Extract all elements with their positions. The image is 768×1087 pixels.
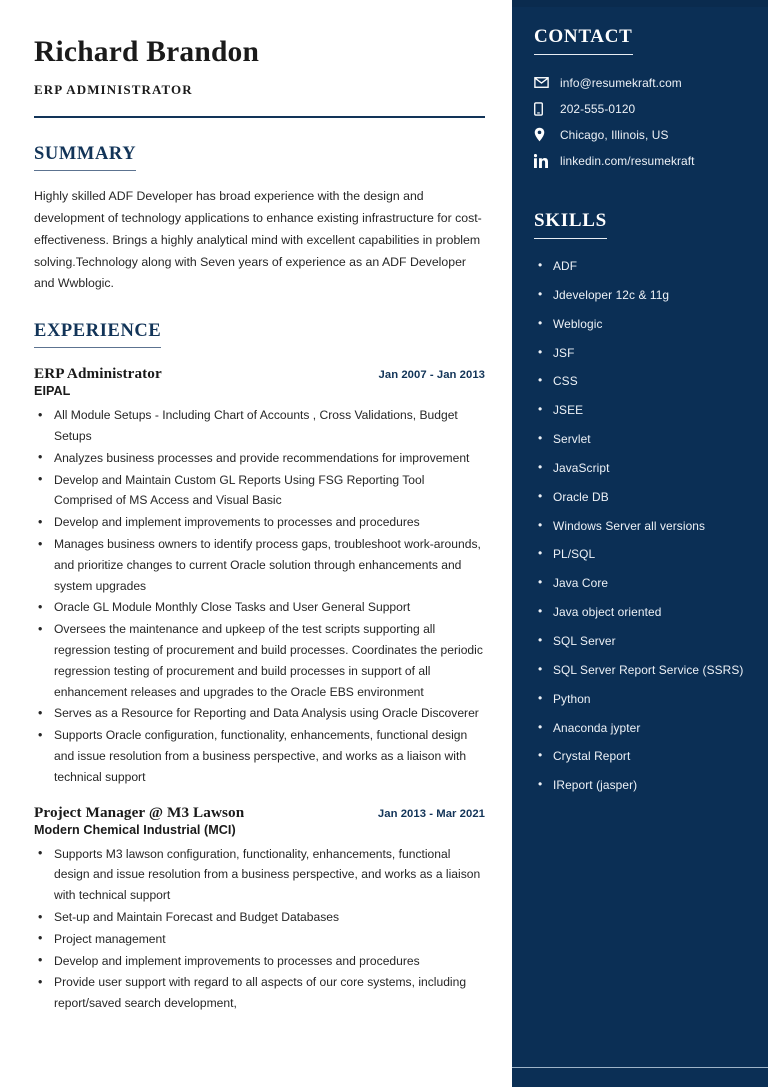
contact-list (534, 75, 748, 168)
job-bullet: • Manages business owners to identify process gaps, troubleshoot work-arounds, and prioritize changes to current Oracle solution through enhancements and system upgrades (34, 534, 485, 596)
sidebar-top-band (512, 0, 768, 7)
job-bullet-list (34, 844, 485, 1014)
skill-item: • ADF (534, 258, 748, 275)
page-break-divider (512, 1067, 768, 1068)
job-bullet: • Oracle GL Module Monthly Close Tasks and User General Support (34, 597, 485, 618)
skill-item: • Crystal Report (534, 748, 748, 765)
skills-heading: SKILLS (534, 210, 607, 239)
skill-item: • IReport (jasper) (534, 777, 748, 794)
skill-item: • Weblogic (534, 316, 748, 333)
job-bullet: • Develop and Maintain Custom GL Reports Using FSG Reporting Tool Comprised of MS Access and Visual Basic (34, 470, 485, 512)
job-dates: Jan 2007 - Jan 2013 (378, 369, 485, 382)
experience-job (34, 804, 485, 1014)
contact-value: Chicago, Illinois, US (560, 127, 669, 142)
skill-item: • CSS (534, 373, 748, 390)
job-bullet-list (34, 405, 485, 787)
job-bullet: • Oversees the maintenance and upkeep of the test scripts supporting all regression testing of procurement and build processes. Coordinates the periodic regression testing of procurement and build processes in support of all enhancement releases and upgrades to the Oracle EBS environment (34, 619, 485, 702)
contact-item[interactable] (534, 127, 748, 142)
job-bullet: • Supports Oracle configuration, functionality, enhancements, functional design and issue resolution from a business perspective, and works as a liaison with technical support (34, 725, 485, 787)
contact-item[interactable] (534, 153, 748, 168)
experience-job (34, 365, 485, 787)
sidebar (512, 0, 768, 1087)
job-company: EIPAL (34, 384, 71, 399)
skill-item: • SQL Server Report Service (SSRS) (534, 662, 748, 679)
skill-item: • Servlet (534, 431, 748, 448)
skill-item: • Oracle DB (534, 489, 748, 506)
skill-item: • Anaconda jypter (534, 720, 748, 737)
contact-item[interactable] (534, 101, 748, 116)
contact-value: 202-555-0120 (560, 101, 636, 116)
experience-section (34, 321, 485, 1014)
contact-value: info@resumekraft.com (560, 75, 682, 90)
job-dates: Jan 2013 - Mar 2021 (377, 807, 485, 820)
skill-item: • JSF (534, 345, 748, 362)
candidate-name: Richard Brandon (34, 36, 260, 68)
skill-item: • Python (534, 691, 748, 708)
skill-item: • PL/SQL (534, 546, 748, 563)
job-company: Modern Chemical Industrial (MCI) (34, 822, 236, 837)
candidate-job-title: ERP ADMINISTRATOR (34, 81, 193, 97)
job-bullet: • All Module Setups - Including Chart of Accounts , Cross Validations, Budget Setups (34, 405, 485, 447)
contact-value: linkedin.com/resumekraft (560, 153, 695, 168)
linkedin-icon (534, 153, 552, 168)
job-bullet: • Project management (34, 929, 485, 950)
header-divider (34, 116, 485, 118)
skill-item: • Java Core (534, 575, 748, 592)
skills-list (534, 258, 748, 794)
skills-section (534, 210, 748, 794)
experience-jobs-list (34, 365, 485, 1014)
job-header (34, 365, 485, 383)
skill-item: • SQL Server (534, 633, 748, 650)
job-bullet: • Provide user support with regard to all aspects of our core systems, including report/saved search development, (34, 972, 485, 1014)
skill-item: • JavaScript (534, 460, 748, 477)
skill-item: • Jdeveloper 12c & 11g (534, 287, 748, 304)
contact-heading: CONTACT (534, 26, 633, 55)
job-bullet: • Serves as a Resource for Reporting and Data Analysis using Oracle Discoverer (34, 703, 485, 724)
job-bullet: • Develop and implement improvements to processes and procedures (34, 951, 485, 972)
skill-item: • Java object oriented (534, 604, 748, 621)
phone-icon (534, 101, 552, 116)
job-bullet: • Develop and implement improvements to processes and procedures (34, 512, 485, 533)
job-bullet: • Set-up and Maintain Forecast and Budget Databases (34, 907, 485, 928)
summary-section (34, 144, 485, 295)
skill-item: • Windows Server all versions (534, 518, 748, 535)
location-pin-icon (534, 127, 552, 142)
summary-text: Highly skilled ADF Developer has broad experience with the design and development of technology applications to enhance existing infrastructure for cost-effectiveness. Brings a highly analytical mind with excellent capabilities in problem solving.Technology along with Seven years of experience as an ADF Developer and Wwblogic. (34, 188, 482, 291)
job-bullet: • Supports M3 lawson configuration, functionality, enhancements, functional design and issue resolution from a business perspective, and works as a liaison with technical support (34, 844, 485, 906)
contact-section (534, 26, 748, 168)
summary-heading: SUMMARY (34, 144, 136, 171)
job-bullet: • Analyzes business processes and provide recommendations for improvement (34, 448, 485, 469)
job-role: ERP Administrator (34, 365, 162, 383)
experience-heading: EXPERIENCE (34, 321, 161, 348)
contact-item[interactable] (534, 75, 748, 90)
envelope-icon (534, 75, 552, 90)
job-role: Project Manager @ M3 Lawson (34, 803, 245, 821)
skill-item: • JSEE (534, 402, 748, 419)
job-header (34, 804, 485, 822)
